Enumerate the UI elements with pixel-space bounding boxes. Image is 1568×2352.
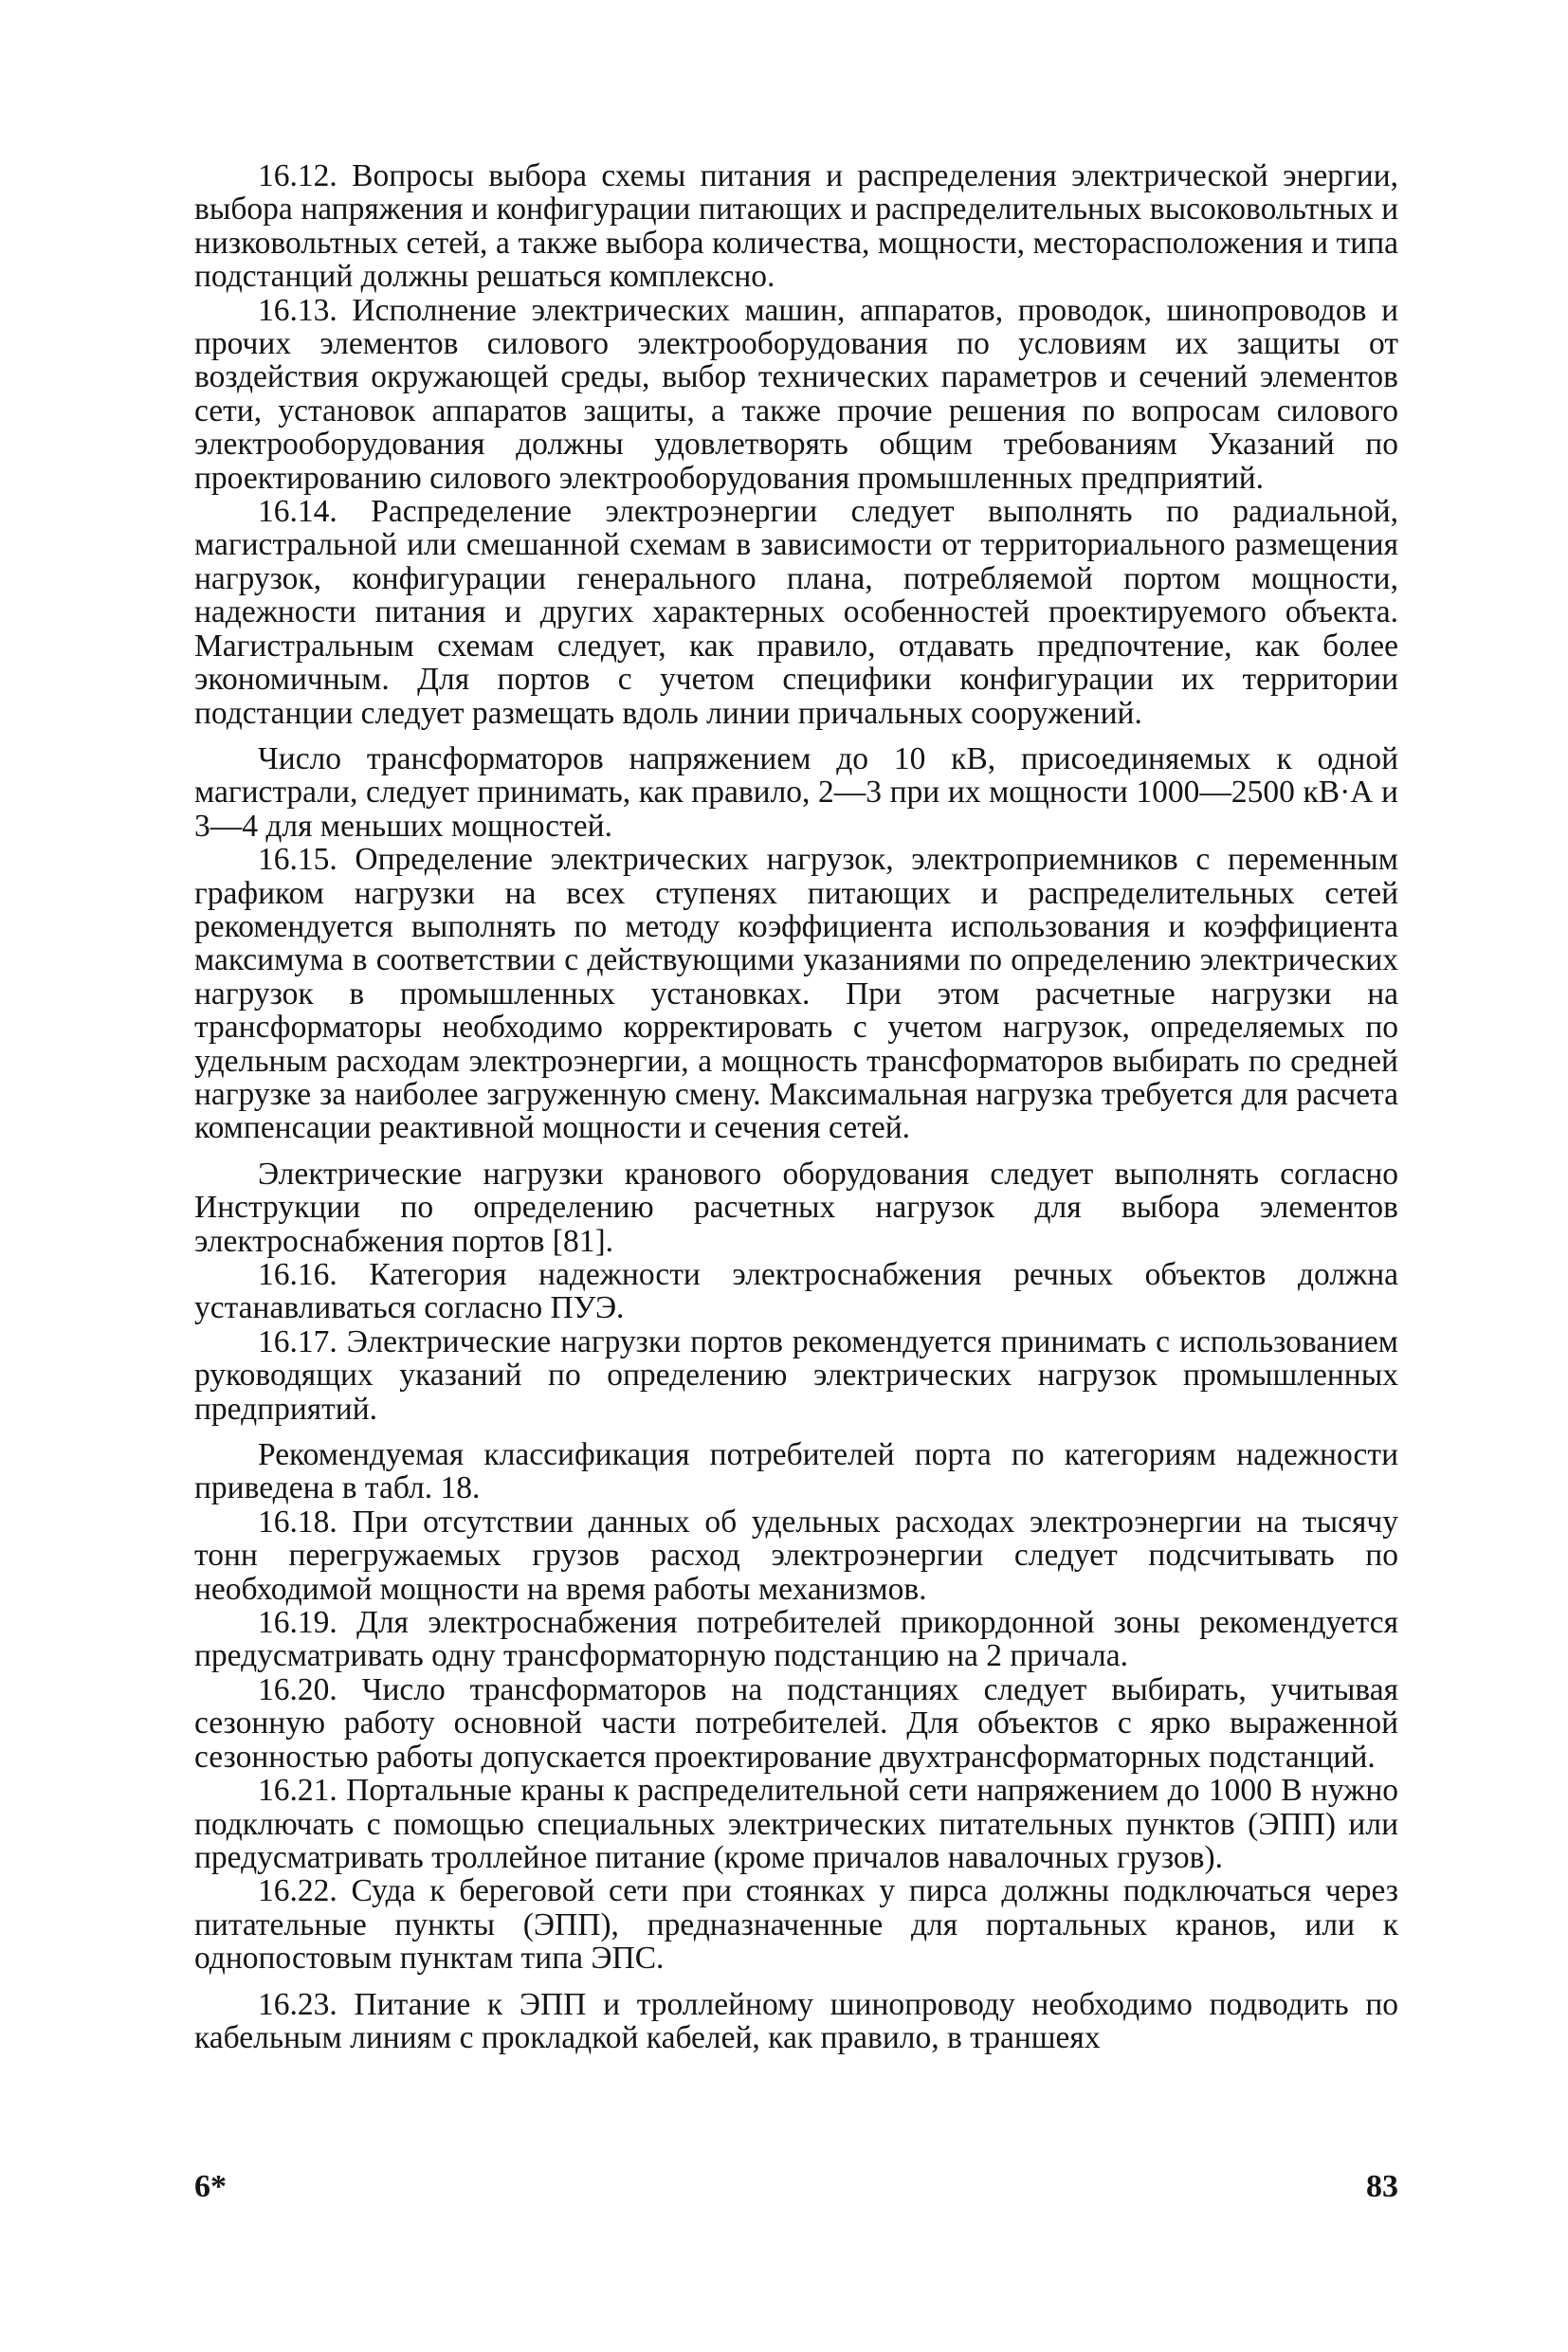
paragraph-16-18: 16.18. При отсутствии данных об удельных расходах электроэнергии на тысячу тонн перегружаемых грузов расход электроэнергии следует подсчитывать по необходимой мощности на время работы механизмов.	[194, 1504, 1398, 1607]
paragraph-crane-loads: Электрические нагрузки кранового оборудования следует выполнять согласно Инструкции по определению расчетных нагрузок для выбора элементов электроснабжения портов [81].	[194, 1156, 1398, 1259]
paragraph-16-19: 16.19. Для электроснабжения потребителей прикордонной зоны рекомендуется предусматривать одну трансформаторную подстанцию на 2 причала.	[194, 1605, 1398, 1674]
page-footer	[194, 2169, 1398, 2207]
paragraph-16-23: 16.23. Питание к ЭПП и троллейному шинопроводу необходимо подводить по кабельным линиям с прокладкой кабелей, как правило, в траншеях	[194, 1986, 1398, 2055]
paragraph-transformer-count: Число трансформаторов напряжением до 10 кВ, присоединяемых к одной магистрали, следует принимать, как правило, 2—3 при их мощности 1000—2500 кВ·А и 3—4 для меньших мощностей.	[194, 740, 1398, 844]
paragraph-16-16: 16.16. Категория надежности электроснабжения речных объектов должна устанавливаться согласно ПУЭ.	[194, 1257, 1398, 1326]
paragraph-16-13: 16.13. Исполнение электрических машин, аппаратов, проводок, шинопроводов и прочих элементов силового электрооборудования по условиям их защиты от воздействия окружающей среды, выбор технических параметров и сечений элементов сети, установок аппаратов защиты, а также прочие решения по вопросам силового электрооборудования должны удовлетворять общим требованиям Указаний по проектированию силового электрооборудования промышленных предприятий.	[194, 292, 1398, 496]
paragraph-16-22: 16.22. Суда к береговой сети при стоянках у пирса должны подключаться через питательные пункты (ЭПП), предназначенные для портальных кранов, или к однопостовым пунктам типа ЭПС.	[194, 1873, 1398, 1977]
paragraph-16-21: 16.21. Портальные краны к распределительной сети напряжением до 1000 В нужно подключать с помощью специальных электрических питательных пунктов (ЭПП) или предусматривать троллейное питание (кроме причалов навалочных грузов).	[194, 1773, 1398, 1875]
paragraph-16-17: 16.17. Электрические нагрузки портов рекомендуется принимать с использованием руководящих указаний по определению электрических нагрузок промышленных предприятий.	[194, 1323, 1398, 1427]
signature-mark: 6*	[194, 2169, 227, 2204]
page-number: 83	[1366, 2169, 1398, 2204]
paragraph-16-20: 16.20. Число трансформаторов на подстанциях следует выбирать, учитывая сезонную работу основной части потребителей. Для объектов с ярко выраженной сезонностью работы допускается проектирование двухтрансформаторных подстанций.	[194, 1671, 1398, 1775]
paragraph-16-12: 16.12. Вопросы выбора схемы питания и распределения электрической энергии, выбора напряжения и конфигурации питающих и распределительных высоковольтных и низковольтных сетей, а также выбора количества, мощности, месторасположения и типа подстанций должны решаться комплексно.	[194, 158, 1398, 295]
paragraph-16-15: 16.15. Определение электрических нагрузок, электроприемников с переменным графиком нагрузки на всех ступенях питающих и распределительных сетей рекомендуется выполнять по методу коэффициента использования и коэффициента максимума в соответствии с действующими указаниями по определению электрических нагрузок в промышленных установках. При этом расчетные нагрузки на трансформаторы необходимо корректировать с учетом нагрузок, определяемых по удельным расходам электроэнергии, а мощность трансформаторов выбирать по средней нагрузке за наиболее загруженную смену. Максимальная нагрузка требуется для расчета компенсации реактивной мощности и сечения сетей.	[194, 842, 1398, 1146]
body-text	[194, 159, 1398, 2054]
paragraph-classification: Рекомендуемая классификация потребителей порта по категориям надежности приведена в табл. 18.	[194, 1437, 1398, 1506]
paragraph-16-14: 16.14. Распределение электроэнергии следует выполнять по радиальной, магистральной или смешанной схемам в зависимости от территориального размещения нагрузок, конфигурации генерального плана, потребляемой портом мощности, надежности питания и других характерных особенностей проектируемого объекта. Магистральным схемам следует, как правило, отдавать предпочтение, как более экономичным. Для портов с учетом специфики конфигурации их территории подстанции следует размещать вдоль линии причальных сооружений.	[194, 494, 1398, 731]
